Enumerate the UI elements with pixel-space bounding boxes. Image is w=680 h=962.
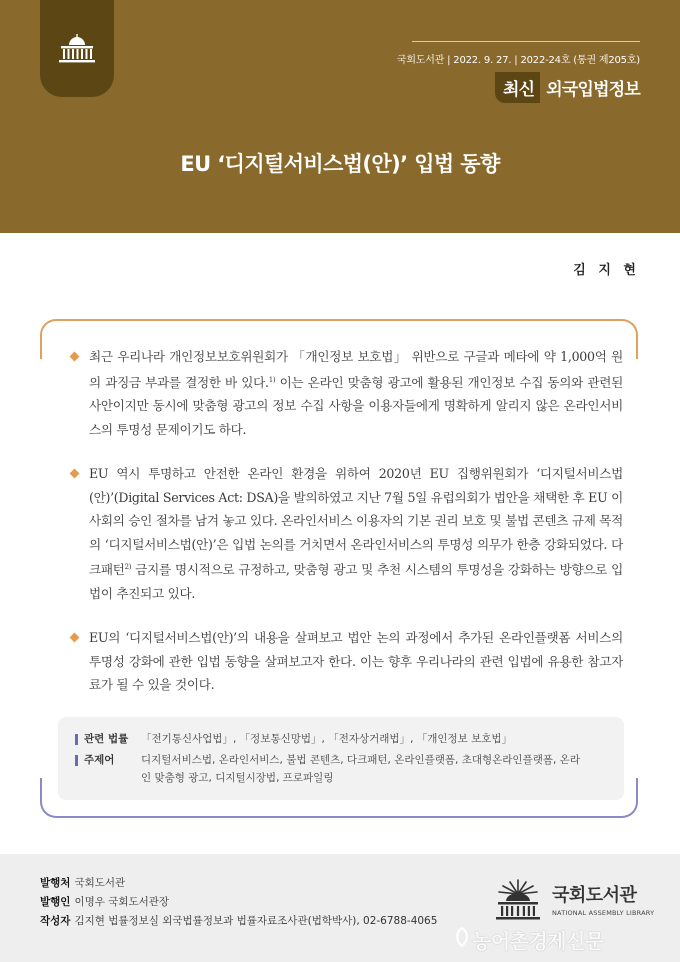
publisher-value: 국회도서관 bbox=[74, 877, 126, 889]
library-name-en: NATIONAL ASSEMBLY LIBRARY bbox=[552, 909, 655, 917]
keywords-value: 디지털서비스법, 온라인서비스, 불법 콘텐츠, 다크패턴, 온라인플랫폼, 초대형온라인플랫폼, 온라인 맞춤형 광고, 디지털시장법, 프로파일링 bbox=[141, 754, 580, 784]
footnote-ref: 1) bbox=[268, 375, 276, 384]
summary-bullet-2 bbox=[71, 462, 623, 605]
series-highlight: 최신 bbox=[495, 72, 540, 103]
watermark: 농어촌경제신문 bbox=[472, 929, 604, 953]
library-name: 국회도서관 bbox=[552, 885, 637, 906]
author-name: 김 지 현 bbox=[573, 263, 640, 278]
bullet-text-cont: 이는 온라인 맞춤형 광고에 활용된 개인정보 수집 동의와 관련된 사안이지만 동시에 맞춤형 광고의 정보 수집 사항을 이용자들에게 명확하게 알리지 않은 온라인서비스의 투명성 문제이기도 하다. bbox=[89, 374, 623, 437]
publication-info: 국회도서관 | 2022. 9. 27. | 2022-24호 (통권 제205호) bbox=[396, 55, 640, 66]
header-banner bbox=[0, 0, 680, 233]
series-name: 외국입법정보 bbox=[546, 80, 640, 100]
logo-tab bbox=[40, 0, 114, 97]
library-building-icon bbox=[490, 876, 546, 924]
writer-value: 김지현 법률정보실 외국법률정보과 법률자료조사관(법학박사), 02-6788-4065 bbox=[74, 915, 438, 927]
bullet-text: EU 역시 투명하고 안전한 온라인 환경을 위하여 2020년 EU 집행위원회가 ‘디지털서비스법(안)’(Digital Services Act: DSA)을 발의하였고 지난 7월 5일 유럽의회가 법안을 채택한 후 EU 이사회의 승인 절차를 남겨 놓고 있다. 온라인서비스 이용자의 기본 권리 보호 및 불법 콘텐츠 규제 목적의 ‘디지털서비스법(안)’은 입법 논의를 거치면서 온라인서비스의 투명성 의무가 한층 강화되었다. 다크패턴 bbox=[89, 466, 623, 578]
footnote-ref: 2) bbox=[124, 563, 132, 572]
diamond-bullet-icon bbox=[70, 633, 80, 643]
summary-frame-bottom bbox=[40, 778, 638, 818]
keywords-label: 주제어 bbox=[84, 754, 115, 766]
watermark-icon bbox=[452, 926, 472, 948]
writer-label: 작성자 bbox=[40, 915, 71, 927]
issuer-label: 발행인 bbox=[40, 896, 71, 908]
label-bar bbox=[75, 755, 78, 766]
bullet-text: EU의 ‘디지털서비스법(안)’의 내용을 살펴보고 법안 논의 과정에서 추가된 온라인플랫폼 서비스의 투명성 강화에 관한 입법 동향을 살펴보고자 한다. 이는 향후 우리나라의 관련 입법에 유용한 참고자료가 될 수 있을 것이다. bbox=[89, 630, 623, 693]
label-bar bbox=[75, 734, 78, 745]
document-title: EU ‘디지털서비스법(안)’ 입법 동향 bbox=[180, 152, 500, 176]
bullet-text-cont: 금지를 명시적으로 규정하고, 맞춤형 광고 및 추천 시스템의 투명성을 강화하는 방향으로 입법이 추진되고 있다. bbox=[89, 562, 623, 601]
publisher-label: 발행처 bbox=[40, 877, 71, 889]
writer-line bbox=[40, 913, 437, 928]
summary-bullet-1 bbox=[71, 345, 623, 441]
diamond-bullet-icon bbox=[70, 352, 80, 362]
summary-bullet-3 bbox=[71, 626, 623, 697]
publisher-line bbox=[40, 875, 125, 890]
header-divider bbox=[412, 41, 640, 42]
diamond-bullet-icon bbox=[70, 469, 80, 479]
issuer-value: 이명우 국회도서관장 bbox=[74, 896, 170, 908]
national-assembly-building-icon bbox=[57, 34, 97, 64]
series-label bbox=[495, 74, 640, 101]
issuer-line bbox=[40, 894, 169, 909]
related-laws-value: 「전기통신사업법」, 「정보통신망법」, 「전자상거래법」, 「개인정보 보호법」 bbox=[141, 733, 513, 745]
bullet-text: 최근 우리나라 개인정보보호위원회가 「개인정보 보호법」 위반으로 구글과 메타에 약 1,000억 원의 과징금 부과를 결정한 바 있다. bbox=[89, 349, 623, 390]
related-laws-label: 관련 법률 bbox=[84, 733, 129, 745]
summary-bullets bbox=[71, 345, 623, 718]
